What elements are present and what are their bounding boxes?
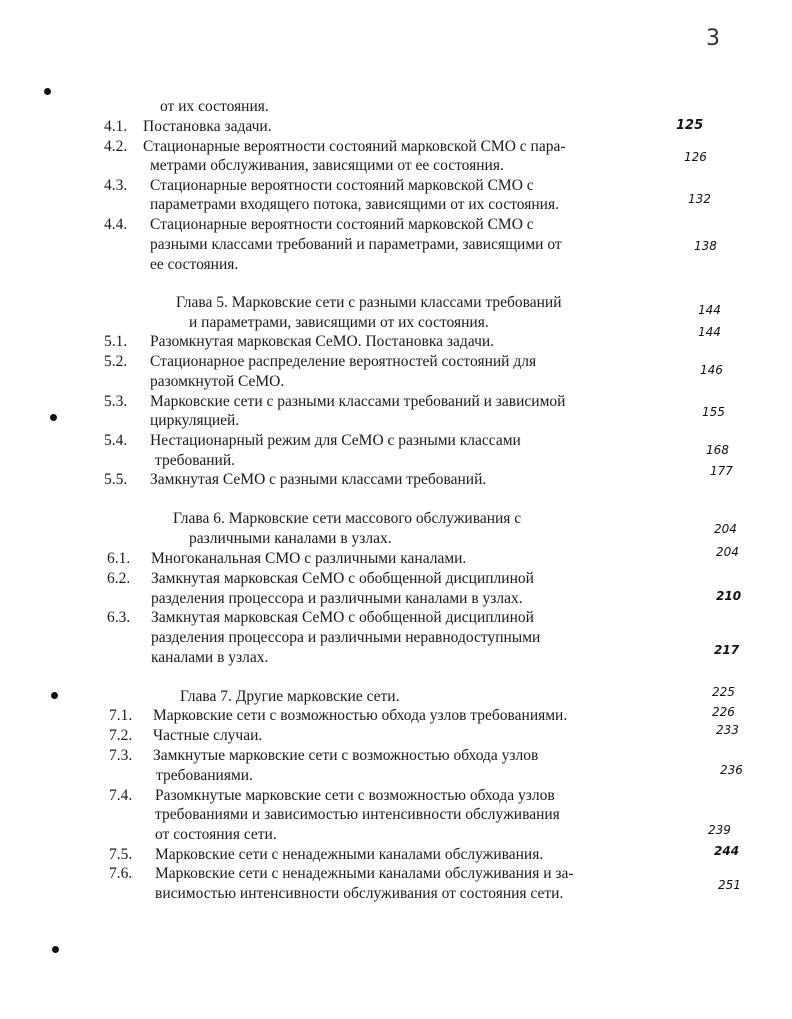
toc-num: 4.3. bbox=[104, 177, 128, 194]
handwritten-page: 126 bbox=[684, 150, 707, 164]
chapter-heading: Глава 6. Марковские сети массового обслуживания с bbox=[173, 510, 522, 527]
handwritten-page: 236 bbox=[720, 763, 743, 777]
handwritten-page: 225 bbox=[712, 685, 735, 699]
toc-num: 5.1. bbox=[104, 333, 128, 350]
toc-line: Многоканальная СМО с различными каналами. bbox=[151, 550, 467, 567]
handwritten-page: 210 bbox=[716, 589, 742, 603]
toc-num: 5.4. bbox=[104, 432, 128, 449]
toc-num: 6.2. bbox=[107, 570, 131, 587]
toc-num: 7.6. bbox=[109, 865, 133, 882]
handwritten-page: 138 bbox=[694, 239, 717, 253]
toc-line: Марковские сети с возможностью обхода узлов требованиями. bbox=[153, 707, 568, 724]
handwritten-page: 144 bbox=[698, 325, 721, 339]
page-number: 3 bbox=[706, 26, 720, 51]
toc-line: висимостью интенсивности обслуживания от состояния сети. bbox=[155, 885, 564, 902]
toc-line: ее состояния. bbox=[150, 256, 239, 273]
toc-line: Стационарные вероятности состояний марковской СМО с bbox=[150, 216, 534, 233]
toc-line: разделения процессора и различными каналами в узлах. bbox=[151, 590, 523, 607]
toc-line: Замкнутые марковские сети с возможностью обхода узлов bbox=[153, 747, 539, 764]
toc-num: 5.5. bbox=[104, 471, 128, 488]
toc-num: 7.4. bbox=[109, 787, 133, 804]
toc-num: 7.1. bbox=[109, 707, 133, 724]
toc-num: 6.1. bbox=[107, 550, 131, 567]
toc-line: Марковские сети с разными классами требований и зависимой bbox=[150, 393, 566, 410]
toc-line: от состояния сети. bbox=[155, 826, 277, 843]
toc-num: 5.3. bbox=[104, 393, 128, 410]
toc-line: Частные случаи. bbox=[153, 727, 263, 744]
handwritten-page: 177 bbox=[710, 464, 733, 478]
handwritten-page: 168 bbox=[706, 443, 729, 457]
toc-line: Замкнутая марковская СеМО с обобщенной дисциплиной bbox=[151, 570, 534, 587]
handwritten-page: 251 bbox=[718, 878, 741, 892]
handwritten-page: 226 bbox=[712, 705, 735, 719]
toc-num: 6.3. bbox=[107, 609, 131, 626]
toc-line: Стационарные вероятности состояний марковской СМО с bbox=[150, 177, 534, 194]
toc-line: Постановка задачи. bbox=[143, 118, 272, 135]
chapter-heading: Глава 7. Другие марковские сети. bbox=[180, 688, 400, 705]
toc-line: Замкнутая марковская СеМО с обобщенной дисциплиной bbox=[151, 609, 534, 626]
toc-line: циркуляцией. bbox=[150, 412, 240, 429]
toc-num: 7.3. bbox=[109, 747, 133, 764]
toc-line: разделения процессора и различными неравнодоступными bbox=[151, 629, 541, 646]
toc-num: 7.5. bbox=[109, 846, 133, 863]
toc-num: 5.2. bbox=[104, 353, 128, 370]
handwritten-page: 217 bbox=[714, 643, 740, 657]
toc-line: каналами в узлах. bbox=[151, 649, 269, 666]
handwritten-page: 204 bbox=[714, 522, 737, 536]
toc-line: параметрами входящего потока, зависящими от их состояния. bbox=[150, 196, 559, 213]
toc-line: Замкнутая СеМО с разными классами требований. bbox=[150, 471, 487, 488]
toc-line: Стационарное распределение вероятностей состояний для bbox=[150, 353, 537, 370]
toc-line: требований. bbox=[155, 452, 235, 469]
punch-hole-4 bbox=[52, 946, 59, 953]
handwritten-page: 132 bbox=[688, 192, 711, 206]
handwritten-page: 155 bbox=[702, 405, 725, 419]
punch-hole-3 bbox=[51, 692, 58, 699]
chapter-heading: Глава 5. Марковские сети с разными классами требований bbox=[176, 294, 562, 311]
toc-line: требованиями и зависимостью интенсивности обслуживания bbox=[155, 806, 560, 823]
handwritten-page: 239 bbox=[708, 823, 731, 837]
toc-line: Марковские сети с ненадежными каналами обслуживания и за- bbox=[155, 865, 574, 882]
handwritten-page: 244 bbox=[714, 844, 740, 858]
handwritten-page: 125 bbox=[676, 118, 704, 133]
toc-line: метрами обслуживания, зависящими от ее состояния. bbox=[150, 157, 504, 174]
handwritten-page: 146 bbox=[700, 363, 723, 377]
toc-num: 4.2. bbox=[104, 138, 128, 155]
toc-line: требованиями. bbox=[156, 767, 253, 784]
toc-line: Разомкнутая марковская СеМО. Постановка задачи. bbox=[150, 333, 495, 350]
toc-line: от их состояния. bbox=[160, 98, 269, 115]
chapter-heading: и параметрами, зависящими от их состояния. bbox=[189, 314, 489, 331]
handwritten-page: 204 bbox=[716, 545, 739, 559]
toc-line: Разомкнутые марковские сети с возможностью обхода узлов bbox=[155, 787, 555, 804]
toc-line: Марковские сети с ненадежными каналами обслуживания. bbox=[155, 846, 544, 863]
toc-num: 7.2. bbox=[109, 727, 133, 744]
punch-hole-1 bbox=[44, 88, 51, 95]
toc-line: разомкнутой СеМО. bbox=[150, 373, 285, 390]
handwritten-page: 233 bbox=[716, 723, 739, 737]
toc-line: Стационарные вероятности состояний марковской СМО с пара- bbox=[143, 138, 566, 155]
toc-num: 4.4. bbox=[104, 216, 128, 233]
chapter-heading: различными каналами в узлах. bbox=[189, 530, 392, 547]
handwritten-page: 144 bbox=[698, 303, 721, 317]
toc-num: 4.1. bbox=[104, 118, 128, 135]
toc-line: разными классами требований и параметрами, зависящими от bbox=[150, 236, 562, 253]
punch-hole-2 bbox=[50, 414, 57, 421]
toc-line: Нестационарный режим для СеМО с разными классами bbox=[150, 432, 521, 449]
